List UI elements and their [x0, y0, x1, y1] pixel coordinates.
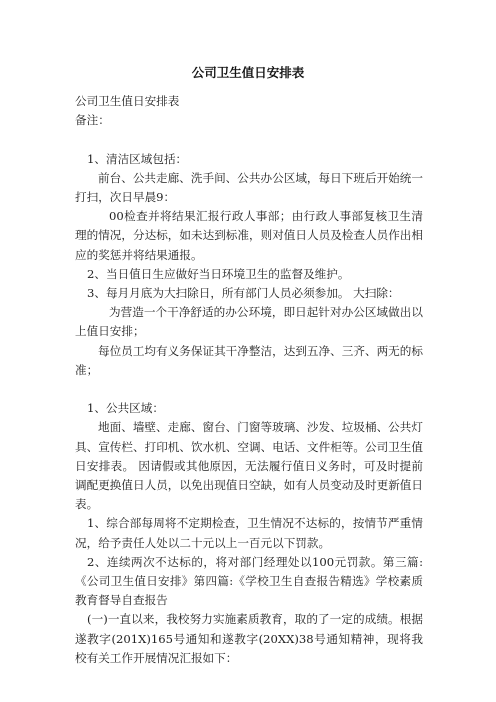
report-paragraph: (一)一直以来，我校努力实施素质教育，取的了一定的成绩。根据遂教字(201X)165号通知和遂教字(20XX)38号通知精神，现将我校有关工作开展情况汇报如下：: [75, 612, 423, 665]
document-title: 公司卫生值日安排表: [191, 65, 305, 80]
public-area-heading: 1、公共区域：: [87, 401, 164, 416]
environment-paragraph: 为营造一个干净舒适的办公环境，即日起针对办公区域做出以上值日安排；: [75, 305, 423, 339]
public-area-detail: 地面、墙壁、走廊、窗台、门窗等玻璃、沙发、垃圾桶、公共灯具、宣传栏、打印机、饮水机、空调、电话、文件柜等。公司卫生值日安排表。 因请假或其他原因，无法履行值日义务时，可及时提前调配更换值日人员，以免出现值日空缺，如有人员变动及时更新值日表。: [75, 420, 423, 512]
duty-standard-paragraph: 每位员工均有义务保证其干净整洁，达到五净、三齐、两无的标准；: [75, 343, 423, 377]
clean-area-detail: 前台、公共走廊、洗手间、公共办公区域，每日下班后开始统一打扫，次日早晨9：: [75, 170, 423, 204]
paragraph-gap: [75, 130, 423, 149]
inspection-paragraph: 00检查并将结果汇报行政人事部；由行政人事部复核卫生清理的情况，分达标，如未达到标准，则对值日人员及检查人员作出相应的奖惩并将结果通报。: [75, 209, 423, 262]
document-body: [75, 92, 423, 668]
rule-2: 2、当日值日生应做好当日环境卫生的监督及维护。: [87, 266, 350, 281]
clean-area-heading: 1、清洁区域包括：: [87, 151, 188, 166]
penalty-rule-2: 2、连续两次不达标的，将对部门经理处以100元罚款。第三篇:《公司卫生值日安排》第四篇:《学校卫生自查报告精选》学校素质教育督导自查报告: [75, 554, 423, 608]
paragraph-gap: [75, 380, 423, 399]
rule-3: 3、每月月底为大扫除日，所有部门人员必须参加。 大扫除：: [87, 286, 400, 301]
penalty-rule-1: 1、综合部每周将不定期检查，卫生情况不达标的，按情节严重情况，给予责任人处以二十元以上一百元以下罚款。: [75, 516, 423, 550]
remarks-label: 备注：: [75, 113, 110, 128]
body-heading: 公司卫生值日安排表: [75, 94, 180, 108]
